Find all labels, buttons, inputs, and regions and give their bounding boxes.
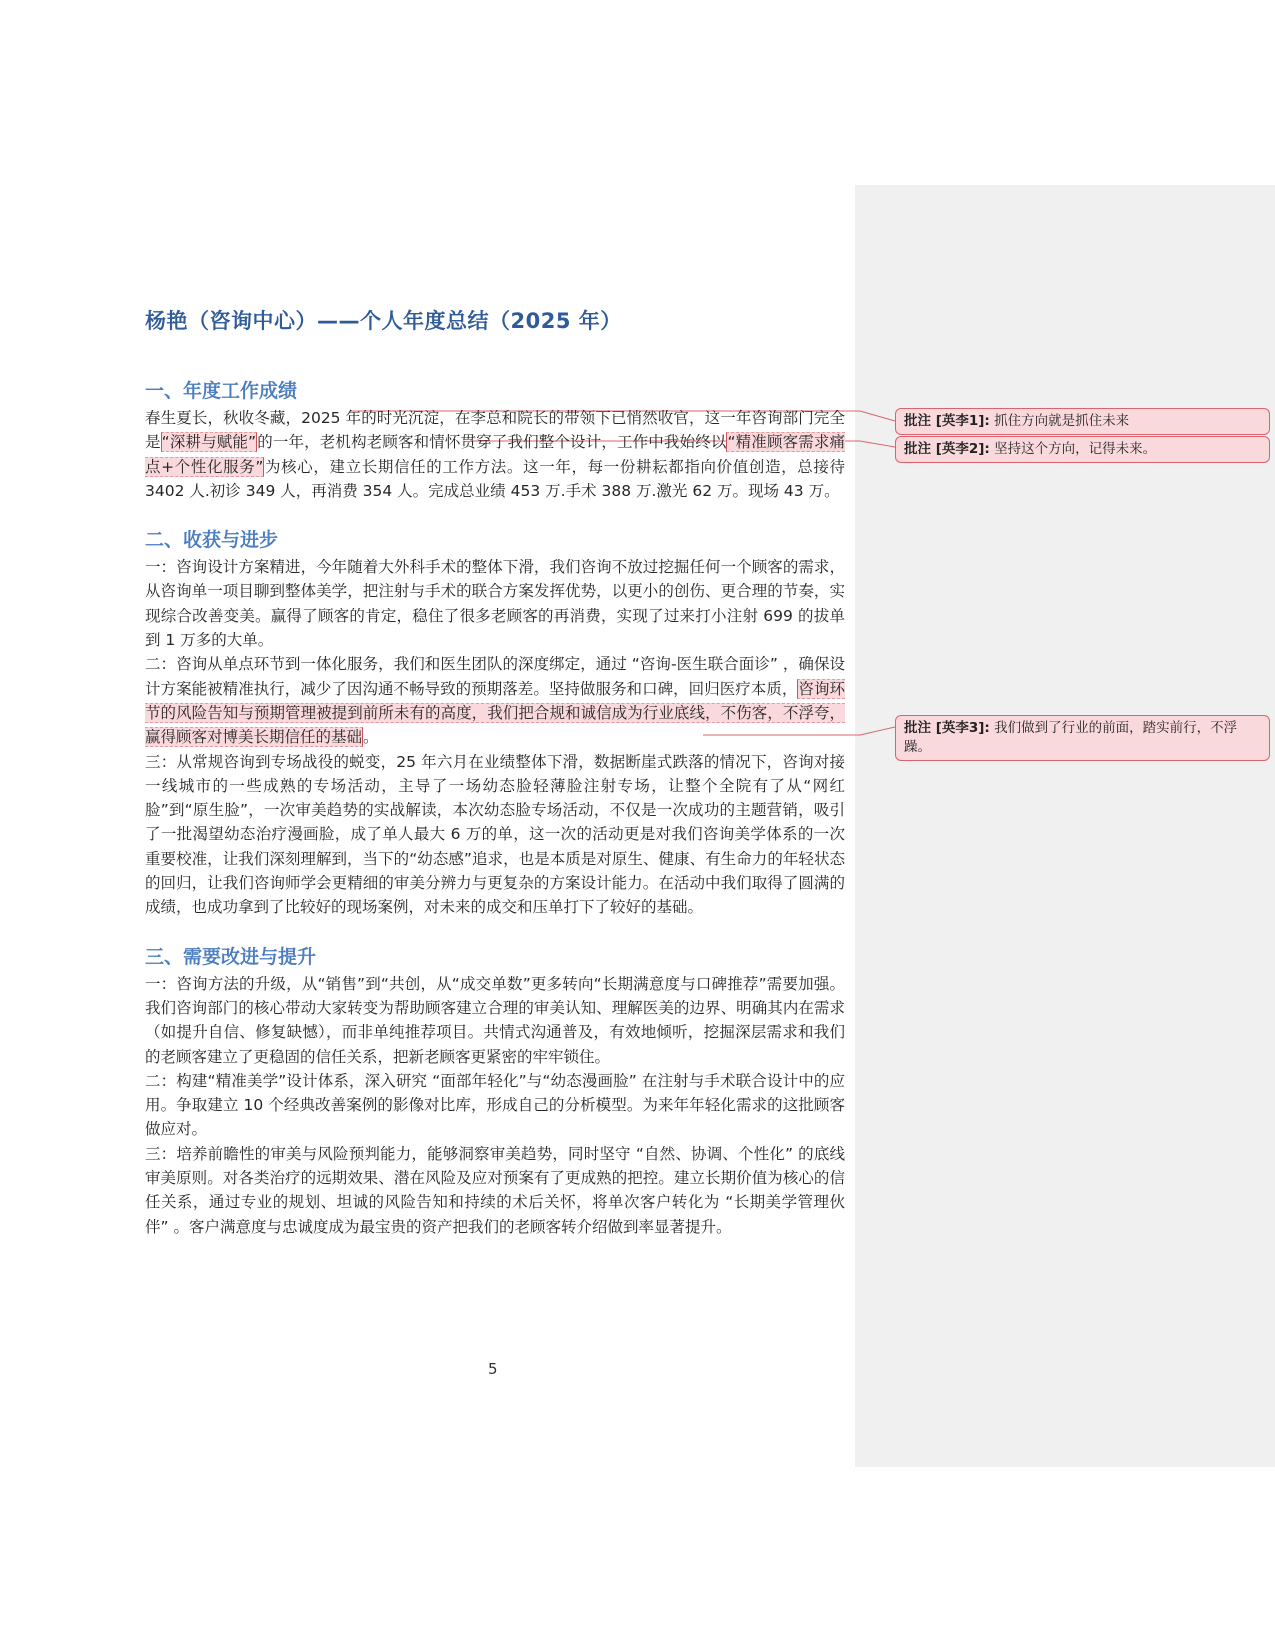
comment-author-label: 批注 [英李3]: (904, 720, 990, 736)
paragraph (145, 406, 845, 503)
comment-balloon-2[interactable] (895, 436, 1270, 463)
comment-margin-pane (855, 185, 1275, 1467)
comment-text: 坚持这个方向，记得未来。 (989, 441, 1157, 457)
commented-text-1[interactable]: “深耕与赋能” (161, 433, 257, 452)
paragraph: 一：咨询设计方案精进，今年随着大外科手术的整体下滑，我们咨询不放过挖掘任何一个顾客的需求，从咨询单一项目聊到整体美学，把注射与手术的联合方案发挥优势，以更小的创伤、更合理的节奏，实现综合改善变美。赢得了顾客的肯定，稳住了很多老顾客的再消费，实现了过来打小注射 699 的拔单到 1 万多的大单。 (145, 558, 845, 650)
paragraph: 二：构建“精准美学”设计体系，深入研究 “面部年轻化”与“幼态漫画脸” 在注射与手术联合设计中的应用。争取建立 10 个经典改善案例的影像对比库，形成自己的分析模型。为来年年轻化需求的这批顾客做应对。 (145, 1071, 845, 1139)
text-run: 二：咨询从单点环节到一体化服务，我们和医生团队的深度绑定，通过 “咨询-医生联合面诊” ，确保设计方案能被精准执行，减少了因沟通不畅导致的预期落差。坚持做服务和口碑，回归医疗本质， (145, 655, 845, 698)
comment-text: 我们做到了行业的前面，踏实前行，不浮躁。 (904, 720, 1238, 755)
comment-text: 抓住方向就是抓住未来 (989, 413, 1130, 429)
comment-author-label: 批注 [英李2]: (904, 441, 990, 457)
document-title: 杨艳（咨询中心）——个人年度总结（2025 年） (145, 309, 622, 333)
section-heading: 一、年度工作成绩 (145, 380, 298, 402)
paragraph: 三：培养前瞻性的审美与风险预判能力，能够洞察审美趋势，同时坚守 “自然、协调、个性化” 的底线审美原则。对各类治疗的远期效果、潜在风险及应对预案有了更成熟的把控。建立长期价值为核心的信任关系，通过专业的规划、坦诚的风险告知和持续的术后关怀，将单次客户转化为 “长期美学管理伙伴” 。客户满意度与忠诚度成为最宝贵的资产把我们的老顾客转介绍做到率显著提升。 (145, 1144, 845, 1236)
paragraph: 三：从常规咨询到专场战役的蜕变，25 年六月在业绩整体下滑，数据断崖式跌落的情况下，咨询对接一线城市的一些成熟的专场活动，主导了一场幼态脸轻薄脸注射专场，让整个全院有了从“网红脸”到“原生脸”，一次审美趋势的实战解读，本次幼态脸专场活动，不仅是一次成功的主题营销，吸引了一批渴望幼态治疗漫画脸，成了单人最大 6 万的单，这一次的活动更是对我们咨询美学体系的一次重要校准，让我们深刻理解到，当下的“幼态感”追求，也是本质是对原生、健康、有生命力的年轻状态的回归，让我们咨询师学会更精细的审美分辨力与更复杂的方案设计能力。在活动中我们取得了圆满的成绩，也成功拿到了比较好的现场案例，对未来的成交和压单打下了较好的基础。 (145, 752, 845, 917)
section-heading: 二、收获与进步 (145, 529, 279, 552)
section-achievements (145, 376, 845, 503)
comment-balloon-3[interactable] (895, 715, 1270, 761)
comment-author-label: 批注 [英李1]: (904, 413, 990, 429)
text-run: 的一年，老机构老顾客和情怀贯穿了我们整个设计，工作中我始终以 (257, 433, 727, 452)
commented-text-2[interactable]: “精准顾客需求痛点+个性化服务” (145, 433, 846, 476)
document-body (145, 300, 845, 1261)
section-heading: 三、需要改进与提升 (145, 945, 317, 968)
section-progress (145, 525, 845, 919)
commented-text-3[interactable]: 咨询环节的风险告知与预期管理被提到前所未有的高度，我们把合规和诚信成为行业底线，不伤客，不浮夸，赢得顾客对博美长期信任的基础 (145, 679, 845, 747)
text-run: 春生夏长，秋收冬藏，2025 年的时光沉淀，在李总和院长的带领下已悄然收官，这一年咨询部门完全是 (145, 409, 845, 452)
paragraph: 一：咨询方法的升级，从“销售”到“共创，从“成交单数”更多转向“长期满意度与口碑推荐”需要加强。我们咨询部门的核心带动大家转变为帮助顾客建立合理的审美认知、理解医美的边界、明确其内在需求（如提升自信、修复缺憾），而非单纯推荐项目。共情式沟通普及，有效地倾听，挖掘深层需求和我们的老顾客建立了更稳固的信任关系，把新老顾客更紧密的牢牢锁住。 (145, 974, 845, 1066)
paragraph (145, 652, 845, 749)
text-run: 。 (363, 728, 379, 747)
text-run: 为核心，建立长期信任的工作方法。这一年，每一份耕耘都指向价值创造，总接待 3402 人.初诊 349 人，再消费 354 人。完成总业绩 453 万.手术 388 万.激光 62 万。现场 43 万。 (145, 457, 845, 500)
section-improvement (145, 942, 845, 1239)
comment-balloon-1[interactable] (895, 408, 1270, 435)
page-number: 5 (488, 1360, 498, 1378)
